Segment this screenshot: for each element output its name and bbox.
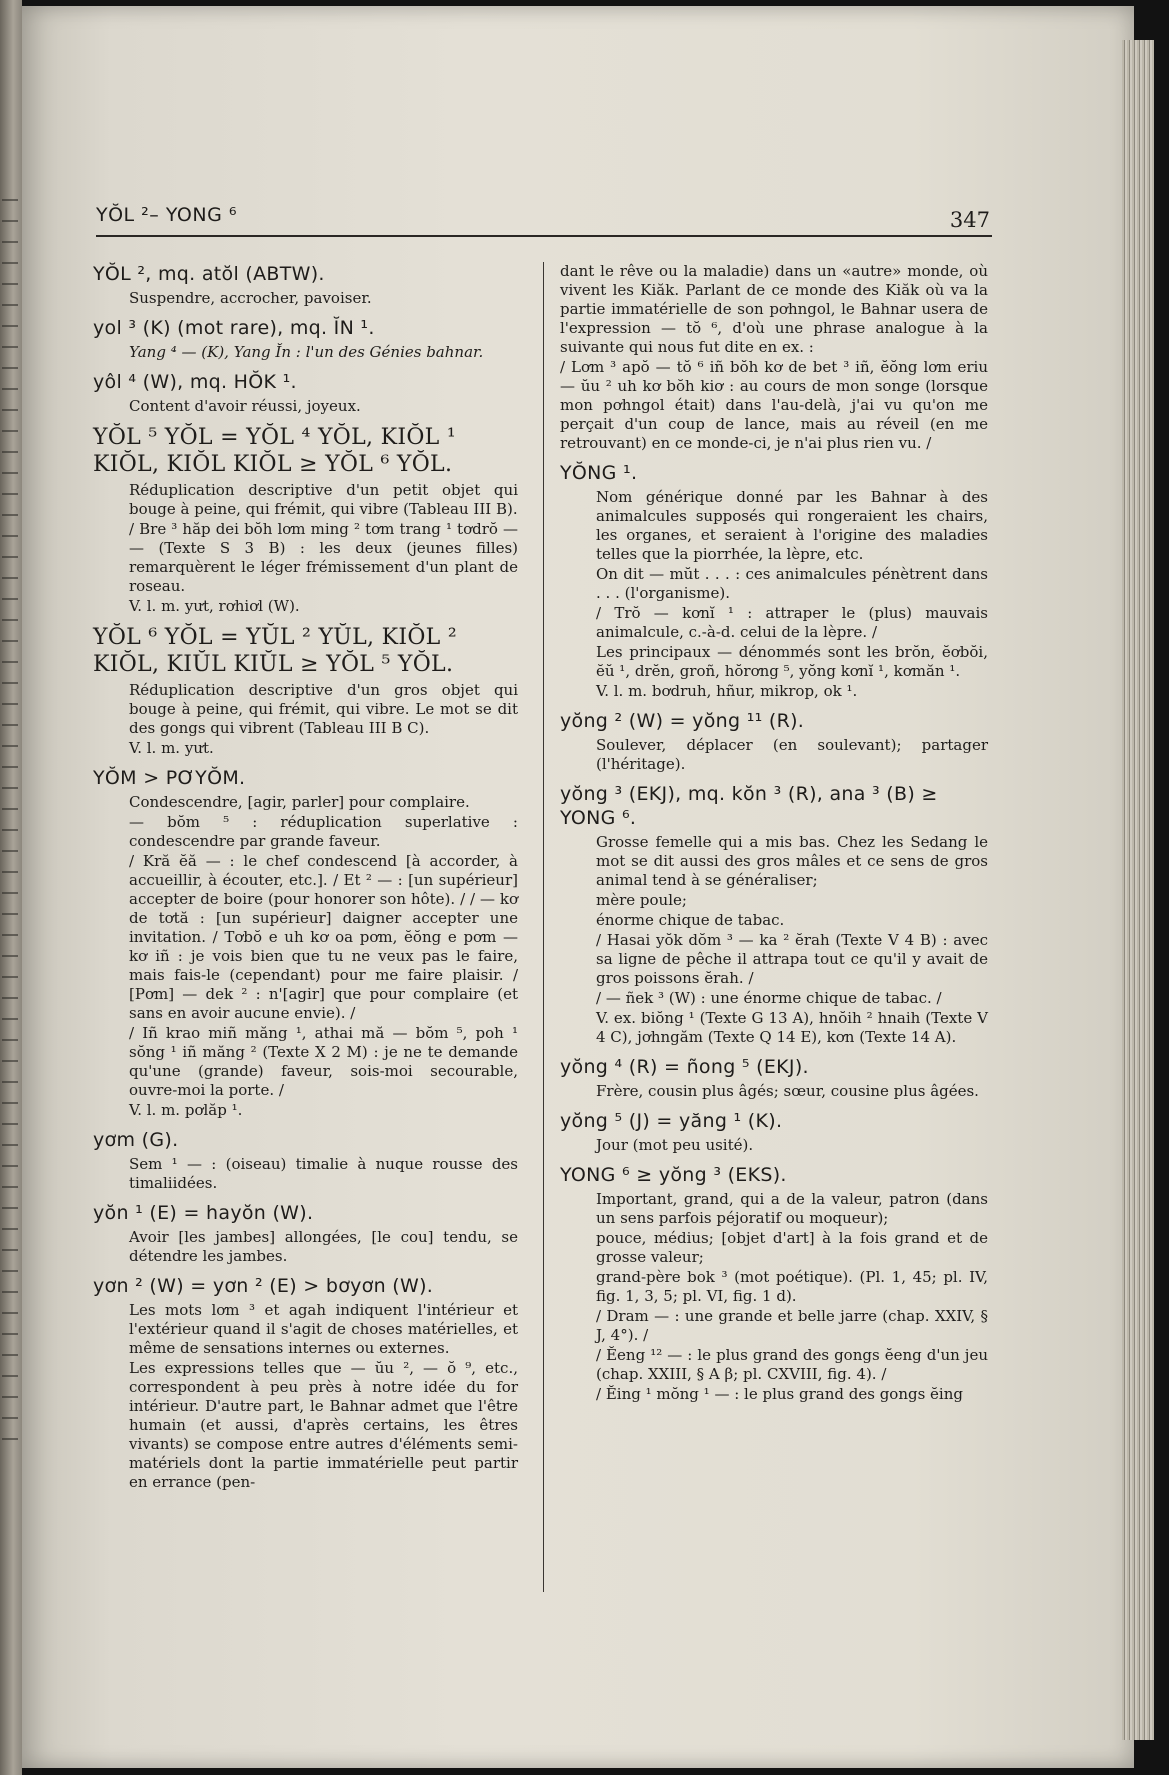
- entry-text: Jour (mot peu usité).: [596, 1136, 754, 1154]
- entry-text: V. ex. biŏng ¹ (Texte G 13 A), hnŏih ² hnaih (Texte V 4 C), jơhngăm (Texte Q 14 E), kơn (Texte 14 A).: [596, 1009, 988, 1046]
- entry-text: Grosse femelle qui a mis bas. Chez les Sedang le mot se dit aussi des gros mâles et ce sens de gros animal tend à se généraliser;: [596, 833, 988, 889]
- entry-example: / Iñ krao miñ măng ¹, athai mă — bŏm ⁵, poh ¹ sŏng ¹ iñ măng ² (Texte X 2 M) : je ne te demande qu'une (grande) faveur, sois-moi secourable, ouvre-moi la porte. /: [129, 1024, 518, 1099]
- entry-headword: yơm (G).: [93, 1129, 179, 1151]
- facing-page-edge: [0, 0, 22, 1775]
- entry-text: Yang ⁴ — (K), Yang Ĭn : l'un des Génies bahnar.: [129, 343, 484, 361]
- entry-text: Sem ¹ — : (oiseau) timalie à nuque rousse des timaliidées.: [129, 1155, 518, 1192]
- entry-headword: yŏng ⁵ (J) = yăng ¹ (K).: [560, 1110, 783, 1132]
- dictionary-entry: [560, 1109, 988, 1155]
- dictionary-entry: [93, 262, 518, 308]
- entry-text: Les mots lơm ³ et agah indiquent l'intérieur et l'extérieur quand il s'agit de choses matérielles, et même de sensations internes ou externes.: [129, 1301, 518, 1357]
- running-header: [96, 204, 990, 232]
- entry-text: Réduplication descriptive d'un gros objet qui bouge à peine, qui frémit, qui vibre. Le mot se dit des gongs qui vibrent (Tableau III B C).: [129, 681, 518, 737]
- entry-text: V. l. m. yưt.: [129, 739, 214, 757]
- right-column: [560, 262, 988, 1412]
- entry-headword: yŏng ² (W) = yŏng ¹¹ (R).: [560, 710, 805, 732]
- entry-text: Soulever, déplacer (en soulevant); partager (l'héritage).: [596, 736, 988, 773]
- entry-headword: YŎM > PƠYŎM.: [93, 767, 246, 789]
- entry-text: Réduplication descriptive d'un petit objet qui bouge à peine, qui frémit, qui vibre (Tableau III B).: [129, 481, 518, 518]
- entry-example: / Ĕing ¹ mŏng ¹ — : le plus grand des gongs ĕing: [596, 1385, 963, 1403]
- entry-headword: YONG ⁶ ≥ yŏng ³ (EKS).: [560, 1164, 787, 1186]
- entry-text: Nom générique donné par les Bahnar à des animalcules supposés qui rongeraient les chairs, les organes, et seraient à l'origine des maladies telles que la piorrhée, la lèpre, etc.: [596, 488, 988, 563]
- entry-text: Important, grand, qui a de la valeur, patron (dans un sens parfois péjoratif ou moqueur);: [596, 1190, 988, 1227]
- entry-headword: yôl ⁴ (W), mq. HŎK ¹.: [93, 371, 297, 393]
- dictionary-entry: [93, 766, 518, 1120]
- entry-headword: yơn ² (W) = yơn ² (E) > bơyơn (W).: [93, 1275, 434, 1297]
- entry-text: — bŏm ⁵ : réduplication superlative : condescendre par grande faveur.: [129, 813, 518, 850]
- facing-page-text-fragments: [0, 180, 22, 1480]
- entry-headword: yŏng ⁴ (R) = ñong ⁵ (EKJ).: [560, 1056, 809, 1078]
- entry-text: énorme chique de tabac.: [596, 911, 785, 929]
- entry-headword: YŎL ⁵ YŎL = YŎL ⁴ YŎL, KIŎL ¹ KIŎL, KIŎL KIŎL ≥ YŎL ⁶ YŎL.: [93, 425, 456, 477]
- entry-text: Frère, cousin plus âgés; sœur, cousine plus âgées.: [596, 1082, 979, 1100]
- dictionary-entry: [93, 624, 518, 758]
- dictionary-entry: [560, 782, 988, 1047]
- entry-text: mère poule;: [596, 891, 687, 909]
- dictionary-entry: [93, 1274, 518, 1492]
- entry-example: / Lơm ³ apŏ — tŏ ⁶ iñ bŏh kơ de bet ³ iñ, ĕŏng lơm eriu — ŭu ² uh kơ bŏh kiơ : au cours de mon songe (lorsque mon pơhngol était) dans l'au-delà, j'ai vu qu'on me perçait d'un coup de lance, mais au réveil (en me retrouvant) en ce monde-ci, je n'ai plus rien vu. /: [560, 358, 988, 452]
- entry-example: / — ñek ³ (W) : une énorme chique de tabac. /: [596, 989, 942, 1007]
- entry-text: pouce, médius; [objet d'art] à la fois grand et de grosse valeur;: [596, 1229, 988, 1266]
- entry-headword: YŎL ⁶ YŎL = YŬL ² YŬL, KIŎL ² KIŎL, KIŬL KIŬL ≥ YŎL ⁵ YŎL.: [93, 625, 457, 677]
- entry-text: Les principaux — dénommés sont les brŏn, ĕơbŏi, ĕŭ ¹, drĕn, groñ, hŏrơng ⁵, yŏng kơnĭ ¹, kơmăn ¹.: [596, 643, 988, 680]
- dictionary-entry: [93, 1128, 518, 1193]
- entry-example: / Dram — : une grande et belle jarre (chap. XXIV, § J, 4°). /: [596, 1307, 988, 1344]
- entry-text: Condescendre, [agir, parler] pour complaire.: [129, 793, 470, 811]
- page-number: 347: [949, 208, 990, 232]
- dictionary-entry-continued: [560, 262, 988, 453]
- page-stack-edge: [1122, 40, 1154, 1740]
- entry-example: / Kră ĕă — : le chef condescend [à accorder, à accueillir, à écouter, etc.]. / Et ² — : [un supérieur] accepter de boire (pour honorer son hôte). / / — kơ de tơtă : [un supérieur] daigner accepter une invitation. / Tơbŏ e uh kơ oa pơm, ĕŏng e pơm — kơ iñ : je vois bien que tu ne veux pas le faire, mais fais-le (cependant) pour me faire plaisir. / [Pơm] — dek ² : n'[agir] que pour complaire (et sans en avoir aucune envie). /: [129, 852, 518, 1022]
- entry-headword: yŏn ¹ (E) = hayŏn (W).: [93, 1202, 314, 1224]
- entry-text: V. l. m. bơdruh, hñur, mikrop, ok ¹.: [596, 682, 858, 700]
- dictionary-entry: [560, 709, 988, 774]
- dictionary-entry: [93, 1201, 518, 1266]
- entry-text: V. l. m. pơlăp ¹.: [129, 1101, 243, 1119]
- entry-headword: yol ³ (K) (mot rare), mq. ĬN ¹.: [93, 317, 375, 339]
- dictionary-entry: [93, 316, 518, 362]
- entry-example: / Bre ³ hăp dei bŏh lơm ming ² tơm trang ¹ tơdrŏ — — (Texte S 3 B) : les deux (jeunes filles) remarquèrent le léger frémissement d'un plant de roseau.: [129, 520, 518, 595]
- dictionary-entry: [560, 461, 988, 701]
- entry-example: / Ĕeng ¹² — : le plus grand des gongs ĕeng d'un jeu (chap. XXIII, § A β; pl. CXVIII, fig. 4). /: [596, 1346, 988, 1383]
- entry-text: On dit — mŭt . . . : ces animalcules pénètrent dans . . . (l'organisme).: [596, 565, 988, 602]
- entry-text: Les expressions telles que — ŭu ², — ŏ ⁹, etc., correspondent à peu près à notre idée du for intérieur. D'autre part, le Bahnar admet que l'être humain (et aussi, d'après certains, les êtres vivants) se compose entre autres d'éléments semi-matériels dont la partie immatérielle peut partir en errance (pen-: [129, 1359, 518, 1491]
- dictionary-entry: [93, 424, 518, 616]
- entry-example: / Hasai yŏk dŏm ³ — ka ² ĕrah (Texte V 4 B) : avec sa ligne de pêche il attrapa tout ce qu'il y avait de gros poissons ĕrah. /: [596, 931, 988, 987]
- dictionary-entry: [93, 370, 518, 416]
- entry-text: dant le rêve ou la maladie) dans un «autre» monde, où vivent les Kiăk. Parlant de ce monde des Kiăk où va la partie immatérielle de son pơhngol, le Bahnar usera de l'expression — tŏ ⁶, d'où une phrase analogue à la suivante qui nous fut dite en ex. :: [560, 262, 988, 356]
- entry-text: V. l. m. yưt, rơhiơl (W).: [129, 597, 300, 615]
- entry-example: / Trŏ — kơnĭ ¹ : attraper le (plus) mauvais animalcule, c.-à-d. celui de la lèpre. /: [596, 604, 988, 641]
- entry-text: Avoir [les jambes] allongées, [le cou] tendu, se détendre les jambes.: [129, 1228, 518, 1265]
- entry-text: Suspendre, accrocher, pavoiser.: [129, 289, 372, 307]
- left-column: [93, 262, 518, 1500]
- entry-text: Content d'avoir réussi, joyeux.: [129, 397, 361, 415]
- header-rule: [96, 235, 992, 237]
- dictionary-entry: [560, 1163, 988, 1404]
- entry-headword: YŎNG ¹.: [560, 462, 638, 484]
- dictionary-entry: [560, 1055, 988, 1101]
- entry-headword: YŎL ², mq. atŏl (ABTW).: [93, 263, 325, 285]
- entry-headword: yŏng ³ (EKJ), mq. kŏn ³ (R), ana ³ (B) ≥ YONG ⁶.: [560, 783, 938, 829]
- column-divider: [543, 262, 544, 1592]
- header-guide-words: YŎL ²– YONG ⁶: [96, 204, 237, 226]
- entry-text: grand-père bok ³ (mot poétique). (Pl. 1, 45; pl. IV, fig. 1, 3, 5; pl. VI, fig. 1 d).: [596, 1268, 988, 1305]
